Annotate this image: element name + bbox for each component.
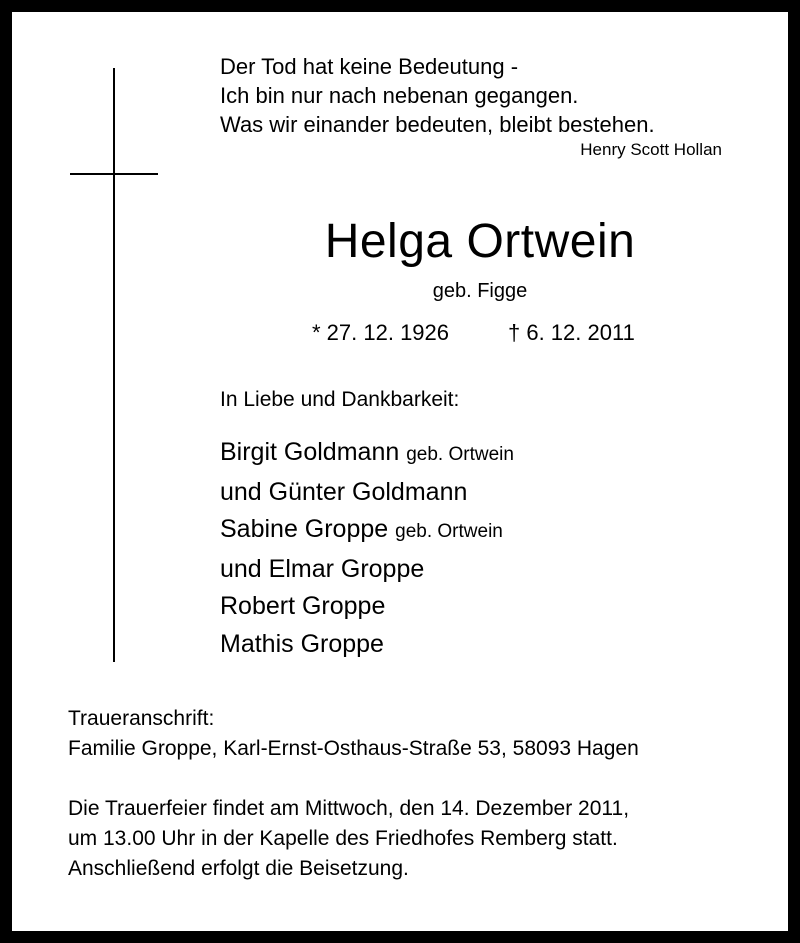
cross-horizontal-bar [70,173,158,175]
mourner-note: geb. Ortwein [395,521,503,542]
mourner-entry [220,626,514,664]
address-line: Familie Groppe, Karl-Ernst-Osthaus-Straße 53, 58093 Hagen [68,737,639,760]
quote-line: Was wir einander bedeuten, bleibt bestehen. [220,112,655,137]
address-block [68,704,639,764]
quote-line: Der Tod hat keine Bedeutung - [220,54,519,79]
death-date: † 6. 12. 2011 [508,320,635,345]
service-line: Die Trauerfeier findet am Mittwoch, den 14. Dezember 2011, [68,797,630,820]
mourner-name: Robert Groppe [220,592,386,620]
cross-vertical-bar [113,68,115,662]
obituary-card [12,12,788,931]
mourner-entry [220,474,514,512]
mourner-entry [220,511,514,551]
service-line: Anschließend erfolgt die Beisetzung. [68,857,409,880]
mourners-list [220,434,514,663]
quote-block [220,52,655,139]
intro-text: In Liebe und Dankbarkeit: [220,388,460,411]
deceased-name: Helga Ortwein [324,215,636,268]
mourner-note: geb. Ortwein [406,444,514,465]
mourner-name: und Elmar Groppe [220,554,425,583]
mourner-entry [220,551,514,589]
mourner-name: Birgit Goldmann [220,438,400,466]
service-line: um 13.00 Uhr in der Kapelle des Friedhofes Remberg statt. [68,827,618,850]
birth-name: geb. Figge [432,280,528,302]
service-info [68,794,629,884]
quote-author: Henry Scott Hollan [580,140,722,159]
mourner-entry [220,434,514,474]
mourner-name: und Günter Goldmann [220,477,468,506]
mourner-name: Sabine Groppe [220,515,389,543]
mourner-entry [220,588,514,626]
mourner-name: Mathis Groppe [220,629,384,658]
quote-line: Ich bin nur nach nebenan gegangen. [220,83,579,108]
birth-date: * 27. 12. 1926 [312,320,450,345]
address-label: Traueranschrift: [68,707,215,730]
